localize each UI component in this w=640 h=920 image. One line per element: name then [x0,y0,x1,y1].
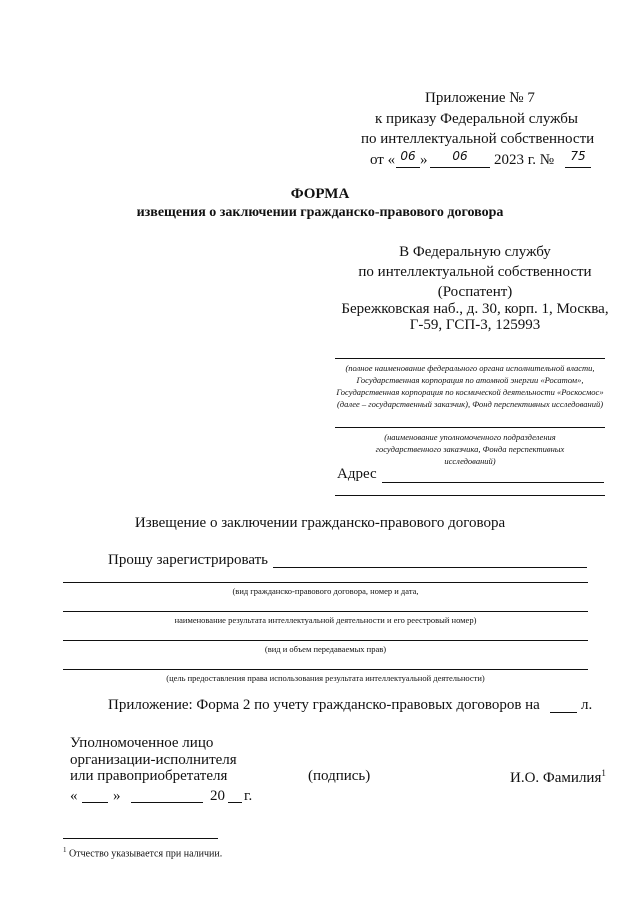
recipient-line2: по интеллектуальной собственности [358,264,592,280]
rights-line [63,640,588,641]
footnote [63,846,222,859]
register-line [273,567,587,568]
date-month-line [131,802,203,803]
appendix-date-day: 06 [396,149,420,168]
date-open-quote: « [70,788,78,804]
attachment-text: Приложение: Форма 2 по учету гражданско-правовых договоров на [108,697,540,713]
appendix-date-month: 06 [430,149,490,168]
signer-line3: или правоприобретателя [70,768,228,784]
date-close-quote: » [113,788,121,804]
appendix-line1: Приложение № 7 [425,90,535,106]
contract-line-1 [63,582,588,583]
form-subtitle: извещения о заключении гражданско-правового договора [136,205,504,220]
unit-name-caption: (наименование уполномоченного подразделения государственного заказчика, Фонда перспективных исследований) [375,432,565,466]
footnote-ref: 1 [601,768,606,778]
signature-label: (подпись) [308,768,371,784]
appendix-line2: к приказу Федеральной службы [375,111,579,127]
appendix-date-year: 2023 г. № [494,152,555,168]
address-label: Адрес [337,466,377,482]
org-name-line [335,358,605,359]
attachment-suffix: л. [581,697,593,713]
attachment-pages-line [550,712,577,713]
address-line-2 [335,495,605,496]
purpose-line [63,669,588,670]
signer-line1: Уполномоченное лицо [70,735,214,751]
footnote-text: Отчество указывается при наличии. [69,848,223,860]
contract-caption-2: наименование результата интеллектуальной деятельности и его реестровый номер) [174,615,477,625]
full-name-text: И.О. Фамилия [510,770,602,786]
signer-line2: организации-исполнителя [70,752,237,768]
org-name-caption: (полное наименование федерального органа исполнительной власти, Государственная корпорация по атомной энергии «Росатом», Государственная корпорация по космической деятельности «Роскосмос» (далее – государственный заказчик), Фонд перспективных исследований) [336,363,604,409]
date-year-line [228,802,242,803]
recipient-line3: (Роспатент) [437,284,513,300]
footnote-separator [63,838,218,839]
notice-title: Извещение о заключении гражданско-правового договора [134,515,506,531]
contract-line-2 [63,611,588,612]
recipient-line1: В Федеральную службу [399,244,551,260]
unit-name-line [335,427,605,428]
appendix-date-mid: » [420,152,428,168]
footnote-mark: 1 [63,846,67,854]
recipient-line5: Г-59, ГСП-3, 125993 [409,317,541,333]
recipient-line4: Бережковская наб., д. 30, корп. 1, Москва, [341,301,609,317]
date-year-label: 20 [210,788,225,804]
full-name-label [510,768,606,787]
contract-caption-1: (вид гражданско-правового договора, номер и дата, [232,586,419,596]
appendix-date-prefix: от « [370,152,396,168]
register-label: Прошу зарегистрировать [108,552,269,568]
date-day-line [82,802,108,803]
address-line [382,482,604,483]
date-year-suffix: г. [244,788,253,804]
appendix-order-number: 75 [565,149,591,168]
form-title: ФОРМА [290,186,350,202]
rights-caption: (вид и объем передаваемых прав) [264,644,387,654]
purpose-caption: (цель предоставления права использования результата интеллектуальной деятельности) [166,673,485,683]
appendix-line3: по интеллектуальной собственности [361,131,595,147]
